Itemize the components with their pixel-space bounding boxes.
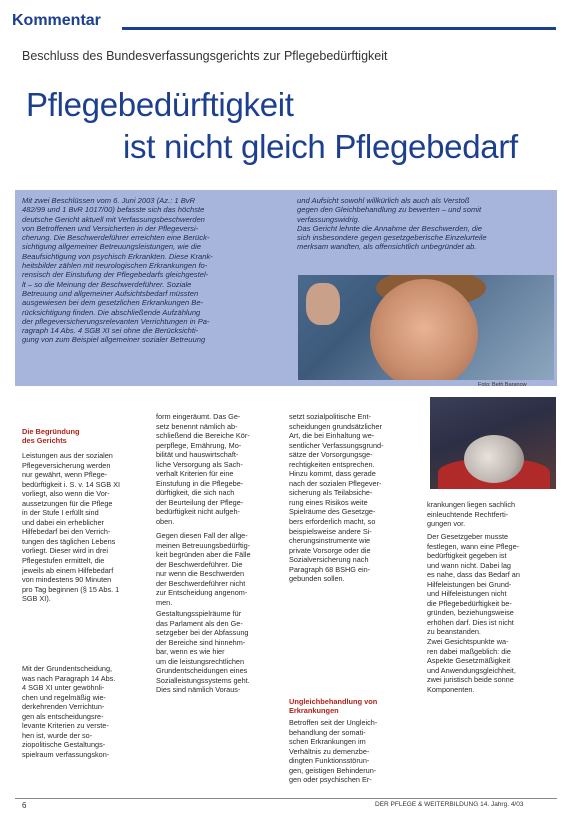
text-line: der Bereiche sind hinnehm- (156, 637, 246, 647)
text-line: perpflege, Ernährung, Mo- (156, 440, 242, 450)
article-subtitle: Beschluss des Bundesverfassungsgerichts zur Pflegebedürftigkeit (22, 49, 388, 63)
text-line: von Betroffenen und Versicherten in der Pflegeversi- (22, 223, 199, 233)
text-line: 4 SGB XI unter gewöhnli- (22, 683, 105, 693)
text-line: behandlung der somati- (289, 727, 366, 737)
text-line: und wann nicht. Dabei lag (427, 560, 511, 570)
column4-para2 (427, 532, 557, 637)
text-line: rensisch der Einstufung der Pflegebedarfs gleichgestel- (22, 270, 209, 280)
text-line: festlegen, wann eine Pflege- (427, 541, 520, 551)
text-line: bilität und hauswirtschaft- (156, 450, 239, 460)
text-line: Gegen diesen Fall der allge- (156, 531, 248, 540)
patient-photo (430, 397, 556, 489)
text-line: nur wenn die Beschwerden (156, 569, 245, 579)
text-line: krankungen liegen sachlich (427, 500, 516, 509)
text-line: schließend die Bereiche Kör- (156, 431, 250, 441)
text-line: Verhältnis zu demenzbe- (289, 746, 370, 756)
text-line: die Pflegebedürftigkeit be- (427, 598, 512, 608)
text-line: chen und regelmäßig wie- (22, 692, 106, 702)
column4-para3 (427, 637, 557, 694)
text-line: setzt sozialpolitische Ent- (289, 412, 371, 421)
page-number: 6 (22, 801, 27, 810)
photo-face (370, 279, 478, 380)
section-heading-ungleichbehandlung: Ungleichbehandlung von Erkrankungen (289, 697, 378, 715)
text-line: rücksichtigung finden. Die abschließende Aufzählung (22, 307, 201, 317)
column2-para3 (156, 609, 282, 695)
text-line: vorliegt. Dieser wird in drei (22, 546, 108, 556)
photo-credit: Foto: Beth Baranow (478, 382, 527, 388)
text-line: ziopolitische Gestaltungs- (22, 740, 106, 750)
text-line: oben. (156, 517, 175, 527)
column2-para1 (156, 412, 282, 527)
text-line: sentlicher Verfassungsgrund- (289, 440, 384, 450)
text-line: men. (156, 597, 173, 607)
text-line: Dies sind nämlich Voraus- (156, 685, 241, 695)
text-line: der Beschwerdeführer nicht (156, 578, 246, 588)
text-line: schen Erkrankungen im (289, 737, 366, 747)
text-line: SGB XI). (22, 594, 51, 604)
intro-right-column (297, 196, 551, 252)
text-line: der pflegeversicherungsrelevanten Verrichtungen in Pa- (22, 316, 210, 326)
text-line: zu beanstanden. (427, 627, 481, 637)
article-title-line2: ist nicht gleich Pflegebedarf (123, 128, 518, 165)
text-line: Komponenten. (427, 684, 475, 694)
text-line: levante Kriterien zu verste- (22, 721, 109, 731)
text-line: merksam wandten, als offensichtlich unbegründet ab. (297, 242, 477, 252)
text-line: zur Entscheidung angenom- (156, 588, 248, 598)
text-line: sich insbesondere gegen gesetzgeberische Einzelurteile (297, 233, 487, 243)
text-line: und Anwendungsgleichheit, (427, 665, 516, 675)
text-line: Zwei Gesichtspunkte wa- (427, 637, 509, 646)
text-line: bers erforderlich macht, so (289, 517, 376, 527)
text-line: jeweils ab einem Hilfebedarf (22, 565, 114, 575)
text-line: Beaufsichtigung von psychisch Erkrankten. Diese Krank- (22, 251, 213, 261)
text-line: Hilfeleistungen bei Grund- (427, 579, 512, 589)
text-line: tungen des täglichen Lebens (22, 536, 116, 546)
text-line: cherungsinstrumente wie (289, 536, 371, 546)
column1-para2 (22, 664, 146, 759)
text-line: deutsche Gericht aktuell mit Verfassungsbeschwerden (22, 214, 205, 224)
text-line: bedürftigkeit nicht aufgeh- (156, 507, 240, 517)
text-line: ausgewiesen bei dem gesetzlichen Erkrankungen Be- (22, 298, 204, 308)
column2-para2 (156, 531, 282, 607)
photo-hand (306, 283, 340, 325)
text-line: spielraum verfassungskon- (22, 749, 110, 759)
text-line: hen ist, wurde der so- (22, 730, 93, 740)
text-line: derkehrenden Verrichtun- (22, 702, 105, 712)
text-line: rechtigkeiten entsprechen. (289, 459, 375, 469)
text-line: setzgeber bei der Abfassung (156, 628, 249, 638)
text-line: sicherung als Teilabsiche- (289, 488, 373, 498)
text-line: Aspekte Gesetzmäßigkeit (427, 656, 511, 666)
text-line: der Beurteilung der Pflege- (156, 497, 244, 507)
text-line: lt – so die Meinung der Beschwerdeführer. Soziale (22, 279, 192, 289)
text-line: nach der sozialen Pflegever- (289, 478, 382, 488)
photo-head (464, 435, 524, 483)
text-line: ragraph 14 Abs. 4 SGB XI sei ohne die Berücksichti- (22, 326, 199, 336)
column3-para2 (289, 718, 417, 785)
journal-footer: DER PFLEGE & WEITERBILDUNG 14. Jahrg. 4/03 (375, 801, 524, 808)
text-line: gebunden sollen. (289, 574, 345, 584)
text-line: keit begründen aber die Fälle (156, 550, 251, 560)
text-line: beispielsweise andere Si- (289, 526, 372, 536)
text-line: ren dabei maßgeblich: die (427, 646, 511, 656)
text-line: bedürftigkeit gegeben ist (427, 551, 507, 561)
text-line: Einstufung in die Pflegebe- (156, 478, 244, 488)
text-line: von mindestens 90 Minuten (22, 575, 112, 585)
text-line: dürftigkeit, die sich nach (156, 488, 235, 498)
text-line: Hinzu kommt, dass gerade (289, 469, 376, 479)
nurse-photo (298, 275, 554, 380)
text-line: Art, die bei Einhaltung we- (289, 431, 375, 441)
text-line: gungen vor. (427, 519, 466, 529)
text-line: Paragraph 68 BSHG ein- (289, 564, 371, 574)
text-line: verhalt Kriterien für eine (156, 469, 234, 479)
text-line: gung von zum Beispiel allgemeiner sozialer Betreuung (22, 335, 206, 345)
text-line: sätze der Vorsorgungsge- (289, 450, 373, 460)
text-line: bedürftigkeit i. S. v. 14 SGB XI (22, 479, 121, 489)
text-line: vorliegt, also wenn die Vor- (22, 489, 110, 499)
text-line: erhöhen darf. Dies ist nicht (427, 617, 514, 627)
column3-para1 (289, 412, 417, 584)
text-line: gründen, beziehungsweise (427, 608, 514, 618)
text-line: Pflegestufen ermittelt, die (22, 556, 105, 566)
text-line: Sozialleistungssystems geht. (156, 675, 250, 685)
text-line: liche Versorgung als Sach- (156, 459, 243, 469)
text-line: rung eines Risikos weite (289, 497, 368, 507)
text-line: in der Stufe I erfüllt sind (22, 508, 99, 518)
text-line: gen als entscheidungsre- (22, 711, 104, 721)
text-line: Pflegeversicherung werden (22, 460, 111, 470)
text-line: Betreuung und allgemeiner Aufsichtsbedarf müssten (22, 288, 199, 298)
text-line: form eingeräumt. Das Ge- (156, 412, 241, 421)
text-line: setz benennt nämlich ab- (156, 421, 238, 431)
text-line: dingten Funktionsstörun- (289, 756, 370, 766)
intro-left-column (22, 196, 284, 345)
text-line: Spielräume des Gesetzge- (289, 507, 376, 517)
text-line: Der Gesetzgeber musste (427, 532, 509, 541)
section-heading-begruendung (22, 427, 146, 445)
kicker-rule (122, 27, 556, 30)
text-line: Sozialversicherung nach (289, 555, 369, 565)
text-line: scheidungen grundsätzlicher (289, 421, 382, 431)
text-line: Betroffen seit der Ungleich- (289, 718, 378, 727)
text-line: private Vorsorge oder die (289, 545, 371, 555)
text-line: es nahe, dass das Bedarf an (427, 570, 520, 580)
text-line: Das Gericht lehnte die Annahme der Beschwerden, die (297, 223, 483, 233)
text-line: Leistungen aus der sozialen (22, 451, 113, 460)
text-line: das Parlament als den Ge- (156, 618, 243, 628)
text-line: cherung. Die Beschwerdeführer erreichten eine Berück- (22, 233, 210, 243)
text-line: was nach Paragraph 14 Abs. (22, 673, 116, 683)
text-line: verfassungswidrig. (297, 214, 360, 224)
text-line: pro Tag beginnen (§ 15 Abs. 1 (22, 584, 120, 594)
text-line: Mit zwei Beschlüssen vom 6. Juni 2003 (Az.: 1 BvR (22, 196, 196, 205)
text-line: und Hilfeleistungen nicht (427, 589, 507, 599)
text-line: zwei juristisch beide sonne (427, 675, 514, 685)
text-line: heitsbilder zählen mit neurologischen Erkrankungen fo- (22, 261, 208, 271)
section-heading-line1: Die Begründung (22, 427, 80, 436)
text-line: Gestaltungsspielräume für (156, 609, 242, 618)
text-line: und dabei ein erheblicher (22, 517, 104, 527)
text-line: nur gewährt, wenn Pflege- (22, 470, 108, 480)
text-line: und Aufsicht sowohl willkürlich als auch als Verstoß (297, 196, 470, 205)
text-line: der Beschwerdeführer. Die (156, 559, 243, 569)
text-line: gen oder psychischen Er- (289, 775, 372, 785)
text-line: meinen Betreuungsbedürftig- (156, 540, 251, 550)
text-line: 482/99 und 1 BvR 1017/00) befasste sich das höchste (22, 205, 205, 215)
text-line: bar, wenn es wie hier (156, 647, 225, 657)
text-line: aussetzungen für die Pflege (22, 498, 113, 508)
section-kicker: Kommentar (12, 12, 101, 29)
column4-para1 (427, 500, 557, 529)
text-line: sichtigung allgemeiner Betreuungsleistungen, wie die (22, 242, 201, 252)
footer-rule (15, 798, 557, 799)
text-line: gegen den Gleichbehandlung zu bewerten – und somit (297, 205, 482, 215)
text-line: Hilfebedarf bei den Verrich- (22, 527, 111, 537)
text-line: einleuchtende Rechtferti- (427, 509, 509, 519)
column1-para1 (22, 451, 146, 604)
text-line: Mit der Grundentscheidung, (22, 664, 113, 673)
text-line: gen, geistigen Behinderun- (289, 765, 377, 775)
text-line: um die leistungsrechtlichen (156, 656, 245, 666)
section-heading-line2: des Gerichts (22, 436, 67, 445)
article-title-line1: Pflegebedürftigkeit (26, 86, 294, 123)
text-line: Grundentscheidungen eines (156, 666, 248, 676)
